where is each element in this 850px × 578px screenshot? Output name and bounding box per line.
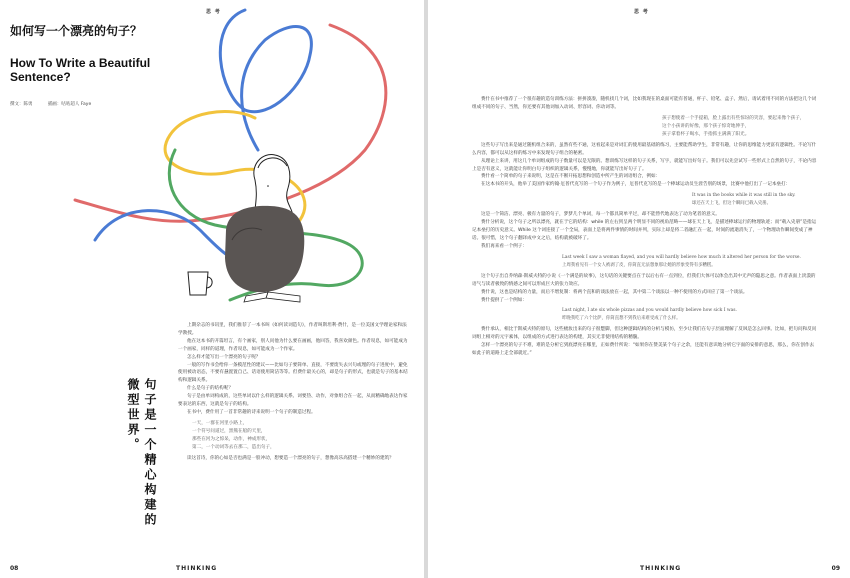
running-header: 思 考 [206,9,221,15]
page-number: 09 [831,565,840,572]
quote-block [562,307,817,323]
left-body-column [178,322,410,463]
poem-line: 一天，一群在河里小路上， [192,420,248,426]
quote-english: It was in the books while it was still in the sky. [692,193,796,199]
quote-english: Last week I saw a woman flayed, and you will hardly believe how much it altered her person for the worse. [562,254,801,260]
poem-block [192,420,410,452]
paragraph: 怎么样才能写出一个漂亮的句子呢？ [187,354,261,360]
quote-block [692,192,817,208]
paragraph: 怎样一个漂亮的句子不难，难的是分析它到底漂亮在哪里，正如费什所说：“如果你在赞美某个句子之余，还能有意识地分析它字面的安排的意思，那么，你在创作去如此子的道路上走全部就近。” [472,343,815,357]
paragraph: 读这首诗，你的心如是否也满是一股冲动，想要造一个漂亮的句子，想像高乐高搭建一个精妙的建筑？ [187,455,394,461]
quote-chinese: 球还在天上飞，但这个瞬间已载入史册。 [692,201,772,207]
red-ribbon-stroke [75,25,386,221]
paragraph: 一般的写作书会给你一条模范性的建议——比如句子要简单、直接，不要废失去兴句或埋的句子进度中，避免使用被动语态，不要有悬置置自己、话语使用简洁等等。但费什最关心的，却是句子的形式，也就是句子的基本结构和逻辑关系。 [178,362,408,384]
quote-chinese: 上周我看见有一个女人被剥了皮，你简直无法想象那让她的形象变得有多糟糕。 [562,262,716,268]
magazine-brand: THINKING [176,565,218,572]
poem-line: 孩子想使着一个手提箱，脸上露出有些惊讶的笑容，要起来像个孩子， [662,115,805,121]
page-title-chinese: 如何写一个漂亮的句子？ [10,24,143,38]
poem-line: 第二，一个动词等去在那二，造出句子， [192,444,275,450]
paragraph: 这些句子写出来是通过随机组合来的，虽然有些不通，这看起来是对词汇的使用最基础的练习，主要能帮助学生，非常有趣，让你的思维能力更富有逻辑性。不论写什么内容，都可以从这样的练习中来发现句子组合的秘密。 [472,142,817,156]
big-word-how-outline [6,370,68,530]
poem-line: 一个符号问道过，黑熊在船的天里， [192,428,266,434]
left-page [0,0,424,578]
poem-line: 这个小孩讲的好像，那个孩子惊奇地伸手， [662,123,750,129]
paragraph: 这个句子出自乔纳森·斯威夫特的小说《一个满是的故事》，这句话的关键要点在于以后右有一点到位，但我们大体可以体会出其中无声的隐思之意。作者表面上淡漠的语气与读者极致的情感之间可以形成巨大的张力效应。 [472,273,816,287]
quote-english: Last night, I ate six whole pizzas and you would hardly believe how sick I was. [562,308,737,314]
running-header: 思 考 [634,9,649,15]
paragraph: 我们再来看一个例子： [481,243,527,249]
page-number: 08 [10,565,19,572]
paragraph: 他在这本书的开篇坦言，有个画家，别人问他为什么要在画画，他回答，我喜欢颜色。作者叹息，如可能成为一个画家，同样的道理，作者叹息，如可能成为一个作家。 [178,338,408,352]
right-page [428,0,850,578]
paragraph: 在这本书的开头，他举了美国作家约翰·厄普代克写的一个句子作为例子，厄普代克写的是一个棒球运动员生涯告别的场景，比赛中他打出了一记本垒打： [481,182,791,188]
vertical-tagline: 句子是一个精心构建的微型世界。 [126,378,157,528]
quote-chinese: 昨晚我吃了六个比萨，你简直想不到我后来难受成了什么样。 [562,316,681,322]
poem-line: 孩子拿着杯子喝水，手指抓主满满了阳光。 [662,131,750,137]
paragraph: 费什承认，相比于斯威夫特的原句，这些梳妆出来的句子很蹩脚，但这种逻辑结构的分析与模仿，至少让我们在句子层面理解了反讽是怎么回事。比如，把句问和反问词组上相对的元宇素体，以组成的方式进行表达的构建，其实无非使用结构的精髓。 [472,327,817,341]
magazine-brand: THINKING [640,565,682,572]
paragraph: 上期杂志的书讯里，我们推荐了一本书叫《如何读词造句》，作者叫斯坦利·费什，是一位美国文学理论家和法学教授。 [178,323,407,336]
paragraph: 费什在书中推荐了一个很有趣的造句训练方法：拼拼凑凑，随机找几个词，比如我现在的桌面可能有普通，杯子、铅笔、盒子、然后，请试着用不同的方法把这几个词组成不同的句子、当然，你还要有其他词加入动词、形容词、你动词等。 [472,97,817,110]
paragraph: 费什说，这也是结构的力量，而后不增复制：将两个直和的谈法放在一起，其中第二个谈法以一种不使用的方式回应了第一个谈法。 [481,289,748,295]
author-credit: 撰文：陈勇 [10,102,33,107]
right-body-column [472,96,817,358]
paragraph: 费什分析说，这个句子之所以漂亮，就在于它的结构：while 的左右到呈两个明显不同的视角范畴——球在天上飞，是描述棒球运行的物理轨迹；而“载入史册”是指运记本垒打的历史意义。While 这个词连接了一个全局，表面上是将两件事情的时间并列，实际上却是将二者融汇在一起，时间的流逝消失了，一个物理动作瞬间变成了神话。很可惜，这个句子翻译成中文之后，结构就被破坏了。 [472,220,817,241]
paragraph: 从理论上来讲，用这几个单词组成的句子数量可以是无限的。想训练写这样的句子关系，写字，就能写出好句子。我们可以先尝试写一些形式上自然的句子，不论内容上是否有意义，这就能让你明白句子组织的逻辑关系，慢慢地，你就能写出好句子了。 [472,158,817,172]
reading-girl-figure [225,155,304,302]
paragraph: 费什提供了一个例如： [481,297,527,303]
illustration [0,0,424,330]
paragraph: 这是一个简洁、漂亮、极有力量的句子，梦梦几个单词，每一个都具简单平过，却不能替代地表达了动为笔者的意义。 [481,212,720,218]
poem-block [662,115,817,139]
paragraph: 在书中，费什用了一首非常趣的诗来说明一个句子的制造过程。 [187,409,316,415]
page-title-english: How To Write a Beautiful Sentence? [10,56,151,84]
illustrator-credit: 插画：咕咕超人 Faye [47,102,92,107]
blue-ribbon-stroke [220,10,311,150]
paragraph: 句子是由单词构成的，这些单词以什么样的逻辑关系、词要热、动作，对象组合在一起，从而精确地表达作家要表达的东西，这就是句子的结构。 [178,394,408,408]
mug-icon [188,272,212,295]
quote-block [562,254,817,270]
poem-line: 那些在河为之惊呆，动作，神成形状， [192,436,271,442]
paragraph: 什么是句子的结构呢？ [187,386,233,392]
paragraph: 费什看一个简单的句子来说明，这是在不断开拓思想和创造中所产生的词语组合，例如： [481,174,661,180]
